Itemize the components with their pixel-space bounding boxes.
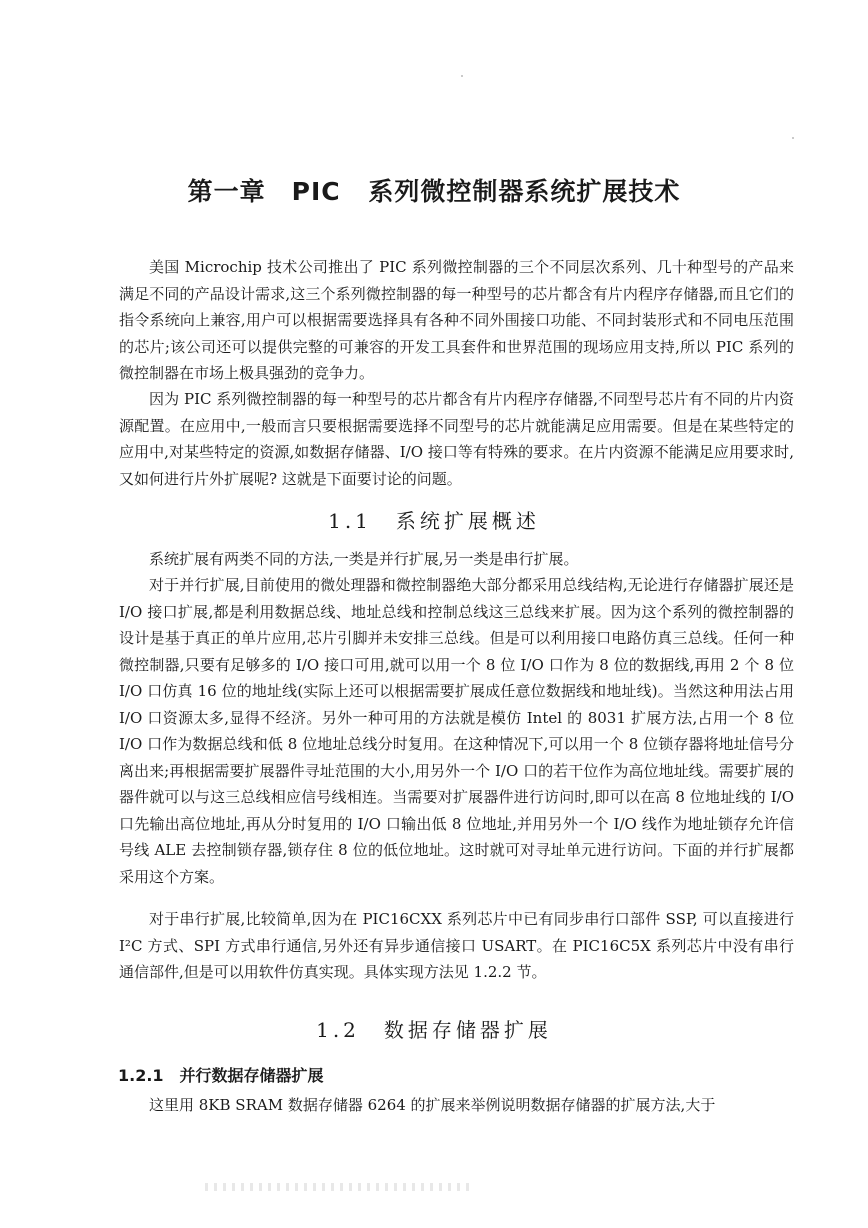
section-1-1-paragraph-1: 系统扩展有两类不同的方法,一类是并行扩展,另一类是串行扩展。	[149, 550, 579, 568]
intro-paragraph-2: 因为 PIC 系列微控制器的每一种型号的芯片都含有片内程序存储器,不同型号芯片有不同的片内资源配置。在应用中,一般而言只要根据需要选择不同型号的芯片就能满足应用需要。但是在某些特定的应用中,对某些特定的资源,如数据存储器、I/O 接口等有特殊的要求。在片内资源不能满足应用要求时,又如何进行片外扩展呢? 这就是下面要讨论的问题。	[119, 390, 794, 488]
chapter-title: 第一章 PIC 系列微控制器系统扩展技术	[187, 177, 681, 206]
intro-paragraph-1: 美国 Microchip 技术公司推出了 PIC 系列微控制器的三个不同层次系列、几十种型号的产品来满足不同的产品设计需求,这三个系列微控制器的每一种型号的芯片都含有片内程序存储器,而且它们的指令系统向上兼容,用户可以根据需要选择具有各种不同外围接口功能、不同封装形式和不同电压范围的芯片;该公司还可以提供完整的可兼容的开发工具套件和世界范围的现场应用支持,所以 PIC 系列的微控制器在市场上极具强劲的竞争力。	[119, 258, 794, 382]
scan-speck	[792, 137, 794, 139]
section-1-1-paragraph-3: 对于串行扩展,比较简单,因为在 PIC16CXX 系列芯片中已有同步串行口部件 SSP, 可以直接进行 I²C 方式、SPI 方式串行通信,另外还有异步通信接口 USART。在 PIC16C5X 系列芯片中没有串行通信部件,但是可以用软件仿真实现。具体实现方法见 1.2.2 节。	[119, 910, 794, 981]
section-1-1-paragraph-2: 对于并行扩展,目前使用的微处理器和微控制器绝大部分都采用总线结构,无论进行存储器扩展还是 I/O 接口扩展,都是利用数据总线、地址总线和控制总线这三总线来扩展。因为这个系列的微控制器的设计是基于真正的单片应用,芯片引脚并未安排三总线。但是可以利用接口电路仿真三总线。任何一种微控制器,只要有足够多的 I/O 接口可用,就可以用一个 8 位 I/O 口作为 8 位的数据线,再用 2 个 8 位 I/O 口仿真 16 位的地址线(实际上还可以根据需要扩展成任意位数据线和地址线)。当然这种用法占用 I/O 口资源太多,显得不经济。另外一种可用的方法就是模仿 Intel 的 8031 扩展方法,占用一个 8 位 I/O 口作为数据总线和低 8 位地址总线分时复用。在这种情况下,可以用一个 8 位锁存器将地址信号分离出来;再根据需要扩展器件寻址范围的大小,用另外一个 I/O 口的若干位作为高位地址线。需要扩展的器件就可以与这三总线相应信号线相连。当需要对扩展器件进行访问时,即可以在高 8 位地址线的 I/O 口先输出高位地址,再从分时复用的 I/O 口输出低 8 位地址,并用另外一个 I/O 线作为地址锁存允许信号线 ALE 去控制锁存器,锁存住 8 位的低位地址。这时就可对寻址单元进行访问。下面的并行扩展都采用这个方案。	[119, 576, 794, 886]
scan-speck	[461, 75, 463, 77]
scan-noise	[205, 1183, 475, 1191]
subsection-title-1-2-1: 1.2.1 并行数据存储器扩展	[118, 1066, 324, 1085]
section-1-2-1-paragraph: 这里用 8KB SRAM 数据存储器 6264 的扩展来举例说明数据存储器的扩展方法,大于	[149, 1096, 716, 1114]
section-title-1-2: 1.2 数据存储器扩展	[316, 1018, 552, 1042]
section-title-1-1: 1.1 系统扩展概述	[328, 509, 540, 533]
